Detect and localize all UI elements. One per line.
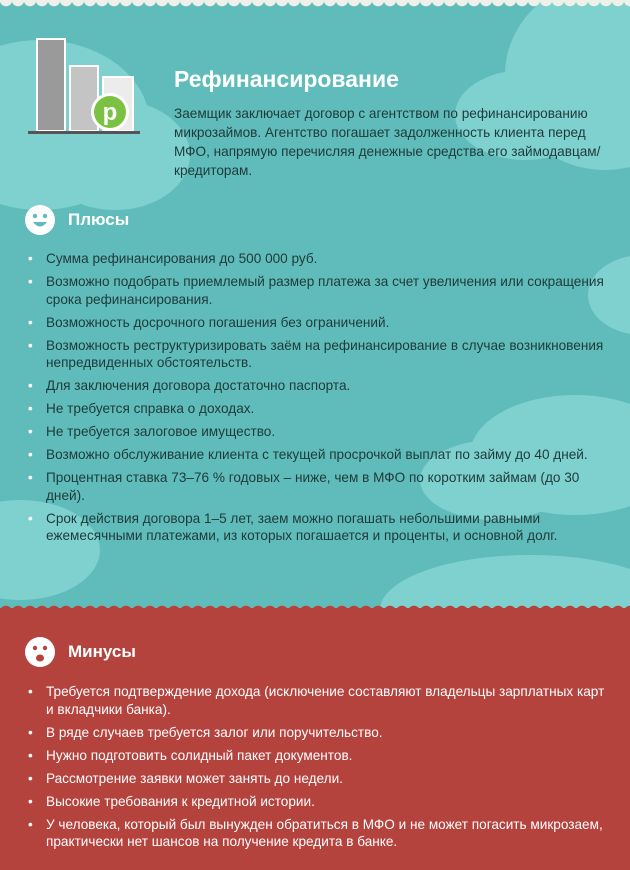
- list-item: • Возможность реструктуризировать заём на рефинансирование в случае возникновения непредвиденных обстоятельств.: [24, 337, 609, 372]
- list-item: • У человека, который был вынужден обратиться в МФО и не может погасить микрозаем, практически нет шансов на получение кредита в банке.: [24, 816, 609, 851]
- list-item: • Сумма рефинансирования до 500 000 руб.: [24, 250, 609, 268]
- list-item: • Возможность досрочного погашения без ограничений.: [24, 314, 609, 332]
- list-item: • Возможно подобрать приемлемый размер платежа за счет увеличения или сокращения срока рефинансирования.: [24, 273, 609, 308]
- cons-title: Минусы: [68, 642, 136, 661]
- list-item: • В ряде случаев требуется залог или поручительство.: [24, 724, 609, 742]
- chart-baseline: [28, 131, 140, 134]
- bar-chart-icon: [37, 39, 65, 131]
- list-item: • Требуется подтверждение дохода (исключение составляют владельцы зарплатных карт и вкладчики банка).: [24, 683, 609, 718]
- pros-list: [24, 250, 609, 550]
- list-item: • Для заключения договора достаточно паспорта.: [24, 377, 609, 395]
- list-item: • Возможно обслуживание клиента с текущей просрочкой выплат по займу до 40 дней.: [24, 446, 609, 464]
- scalloped-divider: [0, 600, 630, 612]
- list-item: • Нужно подготовить солидный пакет документов.: [24, 747, 609, 765]
- logo-letter: p: [102, 99, 118, 126]
- list-item: • Не требуется залоговое имущество.: [24, 423, 609, 441]
- list-item: • Рассмотрение заявки может занять до недели.: [24, 770, 609, 788]
- scalloped-top-border: [0, 0, 630, 12]
- list-item: • Процентная ставка 73–76 % годовых – ниже, чем в МФО по коротким займам (до 30 дней).: [24, 469, 609, 504]
- smiley-icon: [24, 204, 56, 236]
- page-title: Рефинансирование: [174, 66, 399, 92]
- list-item: • Высокие требования к кредитной истории.: [24, 793, 609, 811]
- pros-title: Плюсы: [68, 210, 130, 229]
- pros-heading: [24, 204, 129, 236]
- refinancing-logo: [22, 32, 142, 142]
- cons-list: [24, 683, 609, 856]
- sad-face-icon: [24, 636, 56, 668]
- list-item: • Срок действия договора 1–5 лет, заем можно погашать небольшими равными ежемесячными платежами, из которых погашается и проценты, и основной долг.: [24, 510, 609, 545]
- intro-text: Заемщик заключает договор с агентством по рефинансированию микрозаймов. Агентство погашает задолженность клиента перед МФО, напрямую перечисляя денежные средства его займодавцам/кредиторам.: [174, 106, 601, 178]
- cons-heading: [24, 636, 136, 668]
- list-item: • Не требуется справка о доходах.: [24, 400, 609, 418]
